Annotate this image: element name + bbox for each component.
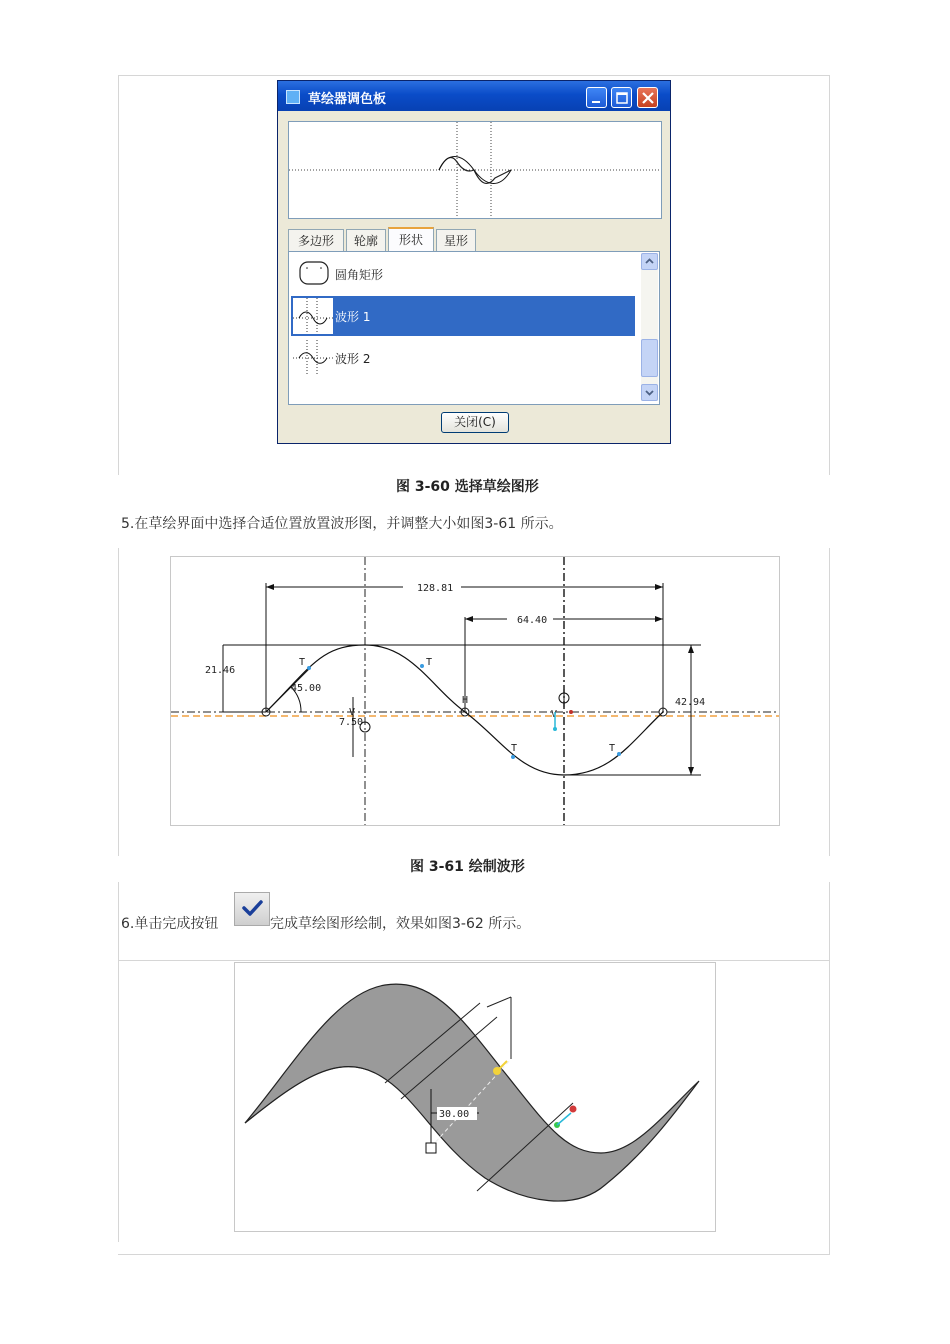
table-border-left bbox=[118, 75, 119, 475]
scroll-down-button[interactable] bbox=[641, 384, 658, 401]
tab-profile[interactable]: 轮廓 bbox=[346, 229, 386, 251]
table-border-top bbox=[118, 75, 830, 76]
list-item-label: 波形 2 bbox=[335, 352, 371, 366]
list-item-wave-1[interactable] bbox=[291, 296, 635, 336]
list-scrollbar[interactable] bbox=[641, 253, 658, 401]
table-border-right-3 bbox=[829, 882, 830, 1254]
close-window-button[interactable] bbox=[637, 87, 658, 108]
rounded-rectangle-icon bbox=[293, 256, 331, 292]
done-button[interactable] bbox=[234, 892, 270, 926]
dim-total-width: 128.81 bbox=[417, 583, 454, 594]
dim-angle: 45.00 bbox=[291, 683, 322, 694]
wave-icon bbox=[293, 298, 333, 334]
figure-caption-61: 图 3-61 绘制波形 bbox=[410, 859, 525, 875]
dialog-title: 草绘器调色板 bbox=[308, 92, 387, 107]
step-6-text-before: 6.单击完成按钮 bbox=[121, 916, 219, 932]
scroll-up-button[interactable] bbox=[641, 253, 658, 270]
horizontal-marker: H bbox=[462, 695, 469, 706]
table-border-left-2 bbox=[118, 548, 119, 856]
tangent-marker: T bbox=[511, 743, 518, 754]
tab-polygon[interactable]: 多边形 bbox=[288, 229, 344, 251]
extruded-wave-surface bbox=[235, 963, 715, 1231]
chevron-down-icon bbox=[642, 385, 657, 400]
tangent-marker: T bbox=[299, 657, 306, 668]
tangent-marker: T bbox=[426, 657, 433, 668]
close-button[interactable]: 关闭(C) bbox=[441, 412, 509, 433]
checkmark-icon bbox=[235, 893, 269, 925]
tab-shapes[interactable]: 形状 bbox=[388, 227, 434, 251]
wave-icon bbox=[293, 340, 333, 376]
vertical-marker: V bbox=[349, 707, 356, 718]
step-6-text-after: 完成草绘图形绘制，效果如图3-62 所示。 bbox=[270, 916, 531, 932]
step-5-text: 5.在草绘界面中选择合适位置放置波形图，并调整大小如图3-61 所示。 bbox=[121, 516, 563, 532]
dim-small: 7.50 bbox=[339, 717, 364, 728]
figure-surface bbox=[234, 962, 716, 1232]
table-border-mid bbox=[118, 960, 830, 961]
dim-height: 21.46 bbox=[205, 665, 236, 676]
sketcher-palette-dialog bbox=[277, 80, 671, 444]
dim-amplitude: 42.94 bbox=[675, 697, 706, 708]
shape-preview bbox=[288, 121, 662, 219]
table-border-left-3 bbox=[118, 882, 119, 1242]
minimize-button[interactable] bbox=[586, 87, 607, 108]
maximize-icon bbox=[612, 88, 633, 109]
chevron-up-icon bbox=[642, 254, 657, 269]
shape-list bbox=[288, 251, 660, 405]
minimize-icon bbox=[587, 88, 608, 109]
list-item-rounded-rect[interactable] bbox=[291, 254, 635, 294]
wave-preview-graphic bbox=[289, 122, 661, 218]
dim-half-width: 64.40 bbox=[517, 615, 548, 626]
list-item-label: 圆角矩形 bbox=[335, 268, 384, 282]
vertical-marker: V bbox=[551, 709, 558, 720]
title-bar[interactable] bbox=[278, 81, 670, 111]
table-border-bottom bbox=[118, 1254, 830, 1255]
sketch-drawing bbox=[171, 557, 779, 825]
table-border-right-2 bbox=[829, 548, 830, 856]
close-icon bbox=[638, 88, 659, 109]
list-item-wave-2[interactable] bbox=[291, 338, 635, 378]
scroll-thumb[interactable] bbox=[641, 339, 658, 377]
window-icon bbox=[286, 90, 300, 104]
tab-star[interactable]: 星形 bbox=[436, 229, 476, 251]
maximize-button[interactable] bbox=[611, 87, 632, 108]
table-border-right bbox=[829, 75, 830, 475]
tangent-marker: T bbox=[609, 743, 616, 754]
figure-sketch-wave bbox=[170, 556, 780, 826]
figure-caption-60: 图 3-60 选择草绘图形 bbox=[396, 479, 539, 495]
dim-offset: 30.00 bbox=[439, 1109, 470, 1120]
list-item-label: 波形 1 bbox=[335, 310, 371, 324]
